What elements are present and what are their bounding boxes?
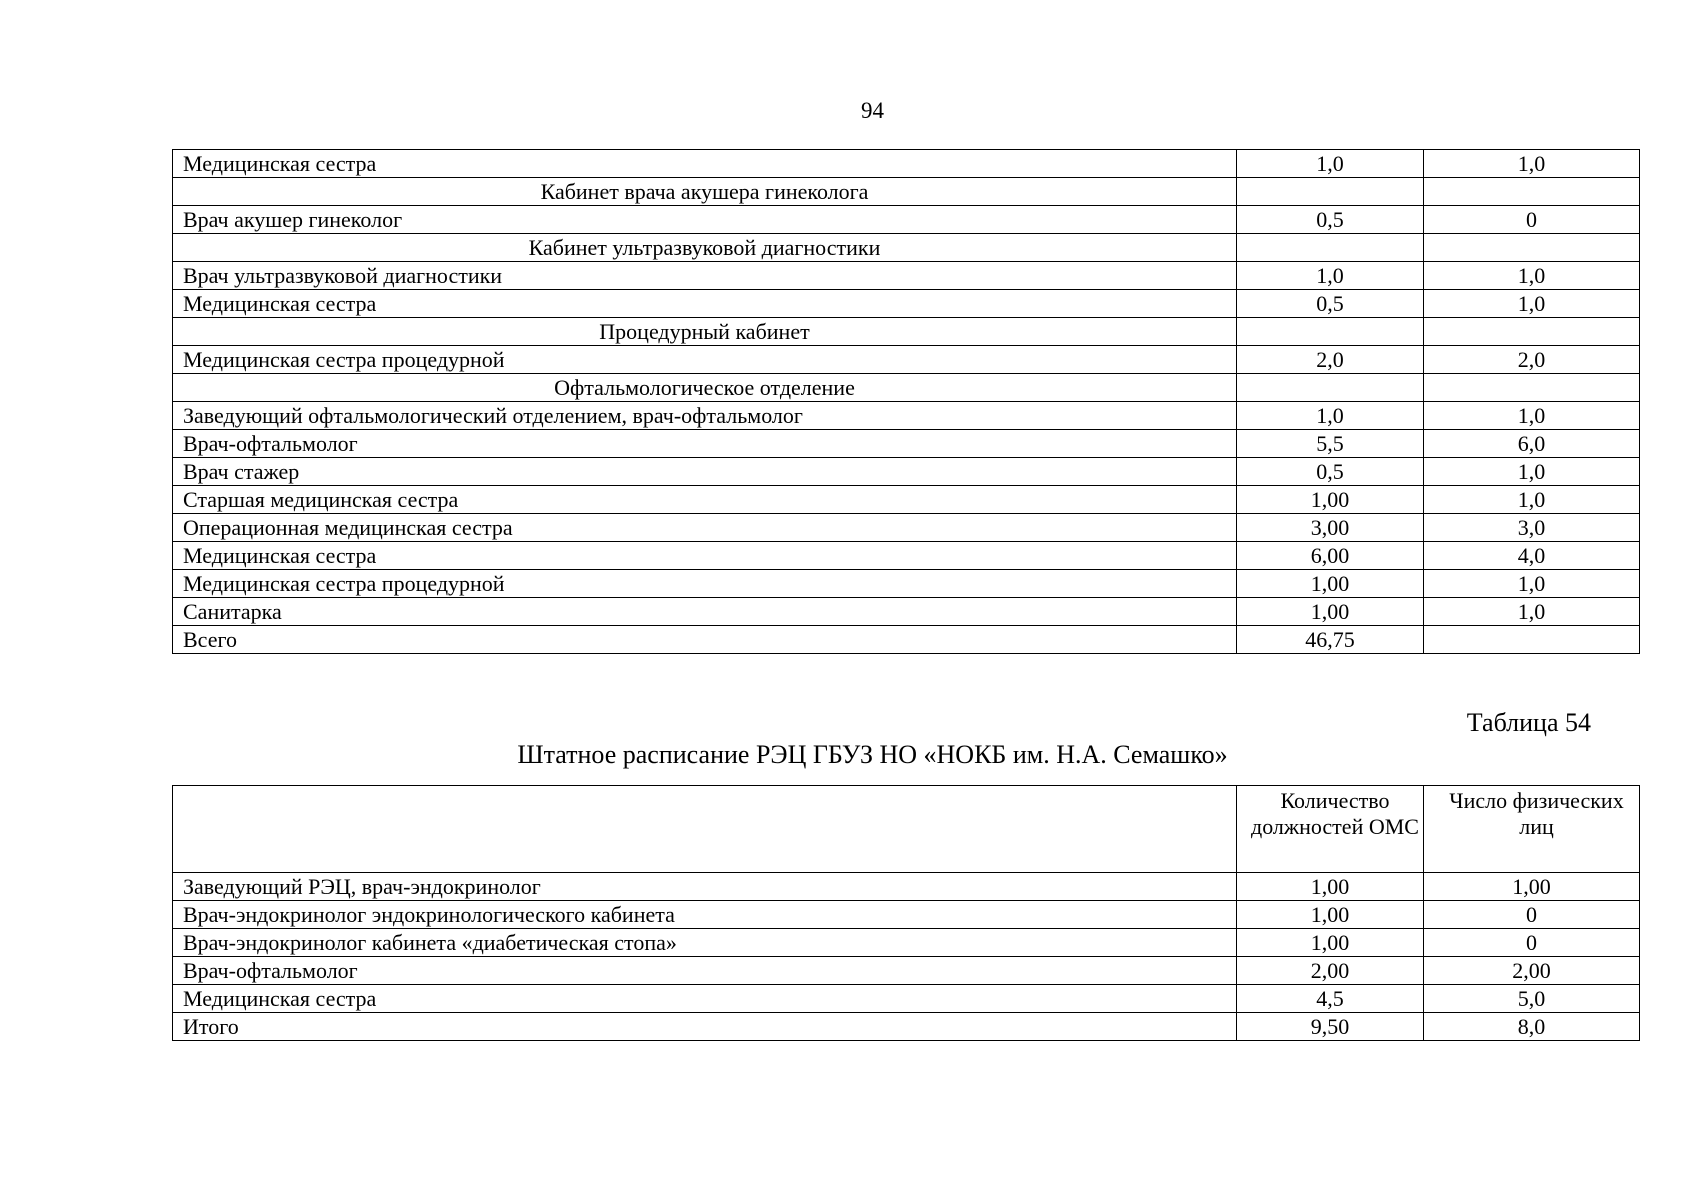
positions-count: 5,5 — [1237, 430, 1424, 458]
position-name: Медицинская сестра — [173, 985, 1237, 1013]
persons-count — [1424, 234, 1640, 262]
position-name: Всего — [173, 626, 1237, 654]
persons-count — [1424, 626, 1640, 654]
persons-count: 1,0 — [1424, 486, 1640, 514]
header-persons-count: Число физических лиц — [1424, 786, 1640, 873]
persons-count: 8,0 — [1424, 1013, 1640, 1041]
positions-count: 9,50 — [1237, 1013, 1424, 1041]
table-row — [173, 206, 1640, 234]
positions-count: 1,00 — [1237, 929, 1424, 957]
persons-count: 1,0 — [1424, 290, 1640, 318]
table-row — [173, 402, 1640, 430]
header-positions-count: Количество должностей ОМС — [1237, 786, 1424, 873]
table-row — [173, 873, 1640, 901]
position-name: Врач акушер гинеколог — [173, 206, 1237, 234]
persons-count: 1,0 — [1424, 150, 1640, 178]
position-name: Старшая медицинская сестра — [173, 486, 1237, 514]
persons-count — [1424, 178, 1640, 206]
positions-count: 46,75 — [1237, 626, 1424, 654]
positions-count — [1237, 178, 1424, 206]
section-row — [173, 374, 1640, 402]
positions-count: 1,00 — [1237, 486, 1424, 514]
persons-count: 1,0 — [1424, 570, 1640, 598]
positions-count — [1237, 374, 1424, 402]
table-row — [173, 290, 1640, 318]
table-row — [173, 458, 1640, 486]
section-title: Кабинет врача акушера гинеколога — [173, 178, 1237, 206]
table-row — [173, 514, 1640, 542]
table-row — [173, 626, 1640, 654]
staffing-table-54-body — [173, 786, 1640, 1041]
positions-count: 1,00 — [1237, 873, 1424, 901]
position-name: Врач-эндокринолог эндокринологического кабинета — [173, 901, 1237, 929]
table-row — [173, 598, 1640, 626]
table-row — [173, 430, 1640, 458]
position-name: Врач-эндокринолог кабинета «диабетическая стопа» — [173, 929, 1237, 957]
persons-count: 1,0 — [1424, 598, 1640, 626]
persons-count: 1,0 — [1424, 262, 1640, 290]
table-row — [173, 542, 1640, 570]
section-title: Процедурный кабинет — [173, 318, 1237, 346]
positions-count: 1,00 — [1237, 901, 1424, 929]
section-row — [173, 318, 1640, 346]
position-name: Врач-офтальмолог — [173, 957, 1237, 985]
position-name: Медицинская сестра — [173, 290, 1237, 318]
table-row — [173, 262, 1640, 290]
table-number-label: Таблица 54 — [1466, 708, 1591, 737]
persons-count: 1,00 — [1424, 873, 1640, 901]
positions-count: 0,5 — [1237, 458, 1424, 486]
position-name: Операционная медицинская сестра — [173, 514, 1237, 542]
positions-count: 1,0 — [1237, 402, 1424, 430]
persons-count: 2,00 — [1424, 957, 1640, 985]
position-name: Заведующий РЭЦ, врач-эндокринолог — [173, 873, 1237, 901]
table-header-row — [173, 786, 1640, 873]
section-row — [173, 178, 1640, 206]
positions-count: 4,5 — [1237, 985, 1424, 1013]
persons-count: 4,0 — [1424, 542, 1640, 570]
persons-count: 2,0 — [1424, 346, 1640, 374]
position-name: Итого — [173, 1013, 1237, 1041]
positions-count: 3,00 — [1237, 514, 1424, 542]
persons-count: 3,0 — [1424, 514, 1640, 542]
section-title: Офтальмологическое отделение — [173, 374, 1237, 402]
page-number: 94 — [861, 98, 884, 123]
positions-count: 1,0 — [1237, 150, 1424, 178]
table-row — [173, 1013, 1640, 1041]
staffing-table-continued-body — [173, 150, 1640, 654]
section-row — [173, 234, 1640, 262]
staffing-table-54 — [172, 785, 1640, 1041]
table-row — [173, 486, 1640, 514]
positions-count: 0,5 — [1237, 290, 1424, 318]
position-name: Медицинская сестра процедурной — [173, 570, 1237, 598]
header-position-name — [173, 786, 1237, 873]
persons-count: 0 — [1424, 929, 1640, 957]
table-row — [173, 150, 1640, 178]
position-name: Санитарка — [173, 598, 1237, 626]
positions-count: 1,00 — [1237, 570, 1424, 598]
persons-count: 0 — [1424, 901, 1640, 929]
persons-count — [1424, 374, 1640, 402]
positions-count: 1,0 — [1237, 262, 1424, 290]
table-row — [173, 957, 1640, 985]
positions-count: 2,0 — [1237, 346, 1424, 374]
persons-count: 6,0 — [1424, 430, 1640, 458]
persons-count: 0 — [1424, 206, 1640, 234]
table-row — [173, 901, 1640, 929]
persons-count: 5,0 — [1424, 985, 1640, 1013]
position-name: Медицинская сестра — [173, 542, 1237, 570]
persons-count: 1,0 — [1424, 458, 1640, 486]
positions-count: 0,5 — [1237, 206, 1424, 234]
positions-count — [1237, 318, 1424, 346]
position-name: Медицинская сестра — [173, 150, 1237, 178]
position-name: Заведующий офтальмологический отделением, врач-офтальмолог — [173, 402, 1237, 430]
persons-count: 1,0 — [1424, 402, 1640, 430]
table-row — [173, 985, 1640, 1013]
positions-count: 1,00 — [1237, 598, 1424, 626]
positions-count: 6,00 — [1237, 542, 1424, 570]
staffing-table-continued — [172, 149, 1640, 654]
table-row — [173, 346, 1640, 374]
persons-count — [1424, 318, 1640, 346]
position-name: Врач-офтальмолог — [173, 430, 1237, 458]
table-row — [173, 570, 1640, 598]
positions-count — [1237, 234, 1424, 262]
position-name: Врач стажер — [173, 458, 1237, 486]
section-title: Кабинет ультразвуковой диагностики — [173, 234, 1237, 262]
position-name: Медицинская сестра процедурной — [173, 346, 1237, 374]
table-caption: Штатное расписание РЭЦ ГБУЗ НО «НОКБ им. Н.А. Семашко» — [517, 740, 1228, 769]
position-name: Врач ультразвуковой диагностики — [173, 262, 1237, 290]
positions-count: 2,00 — [1237, 957, 1424, 985]
table-row — [173, 929, 1640, 957]
